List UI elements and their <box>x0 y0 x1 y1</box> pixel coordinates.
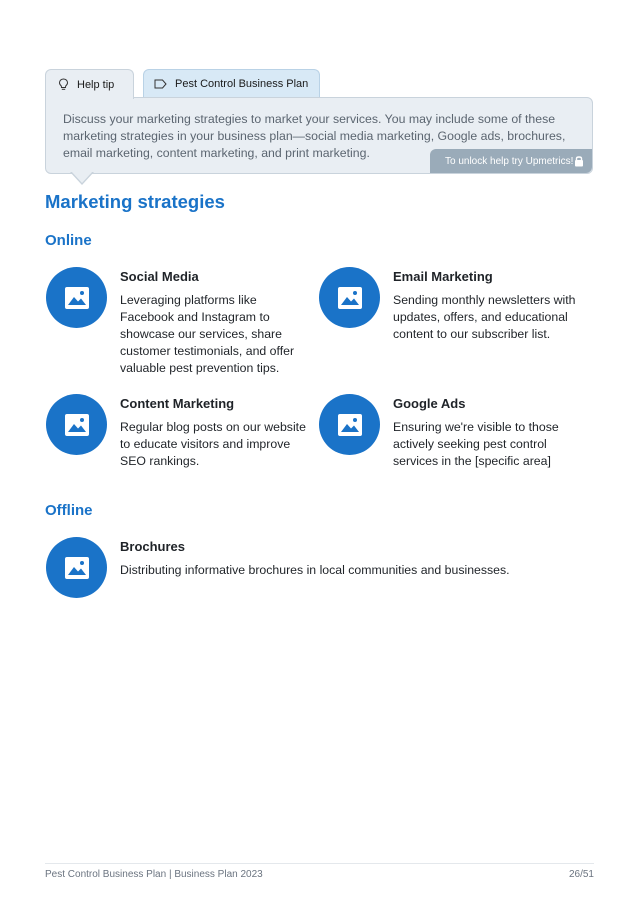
strategy-item-social-media <box>46 267 316 382</box>
online-heading: Online <box>45 232 92 249</box>
lock-icon <box>574 155 584 167</box>
strategy-item-email-marketing <box>319 267 589 347</box>
strategy-item-brochures <box>46 537 566 601</box>
strategy-image <box>46 267 107 328</box>
help-tip-pointer <box>70 172 94 185</box>
strategy-title: Brochures <box>120 539 186 554</box>
page-title: Marketing strategies <box>45 191 225 212</box>
strategy-item-google-ads <box>319 394 589 474</box>
help-tip-box <box>45 97 593 174</box>
tab-help-tip-label: Help tip <box>77 78 115 91</box>
strategy-image <box>319 394 380 455</box>
tag-icon <box>154 79 167 89</box>
unlock-help-label: To unlock help try Upmetrics! <box>445 155 574 167</box>
footer-page-number: 26/51 <box>568 869 594 880</box>
strategy-description: Ensuring we're visible to those actively seeking pest control services in the [specific area] <box>393 420 559 468</box>
tab-help-tip[interactable] <box>45 69 134 99</box>
strategy-title: Email Marketing <box>393 269 493 284</box>
strategy-item-content-marketing <box>46 394 316 474</box>
strategy-image <box>46 394 107 455</box>
image-icon <box>65 557 89 579</box>
strategy-image <box>319 267 380 328</box>
strategy-title: Social Media <box>120 269 199 284</box>
help-tabs <box>45 69 320 98</box>
tab-business-plan[interactable] <box>143 69 320 98</box>
unlock-help-button[interactable] <box>430 149 592 173</box>
strategy-description: Sending monthly newsletters with updates, offers, and educational content to our subscriber list. <box>393 293 576 341</box>
help-tip-text: Discuss your marketing strategies to market your services. You may include some of these marketing strategies in your business plan—social media marketing, Google ads, brochures, email marketing, content marketing, and print marketing. <box>63 112 566 160</box>
tab-business-plan-label: Pest Control Business Plan <box>175 78 309 90</box>
strategy-title: Google Ads <box>393 396 466 411</box>
lightbulb-icon <box>58 78 69 91</box>
footer-document-title: Pest Control Business Plan | Business Plan 2023 <box>45 869 263 880</box>
strategy-image <box>46 537 107 598</box>
image-icon <box>338 414 362 436</box>
strategy-title: Content Marketing <box>120 396 235 411</box>
strategy-description: Distributing informative brochures in local communities and businesses. <box>120 563 510 577</box>
strategy-description: Leveraging platforms like Facebook and Instagram to showcase our services, share customer testimonials, and offer valuable pest prevention tips. <box>120 293 295 375</box>
offline-heading: Offline <box>45 502 93 519</box>
strategy-description: Regular blog posts on our website to educate visitors and improve SEO rankings. <box>120 420 306 468</box>
footer-divider <box>45 863 594 864</box>
image-icon <box>338 287 362 309</box>
image-icon <box>65 414 89 436</box>
image-icon <box>65 287 89 309</box>
